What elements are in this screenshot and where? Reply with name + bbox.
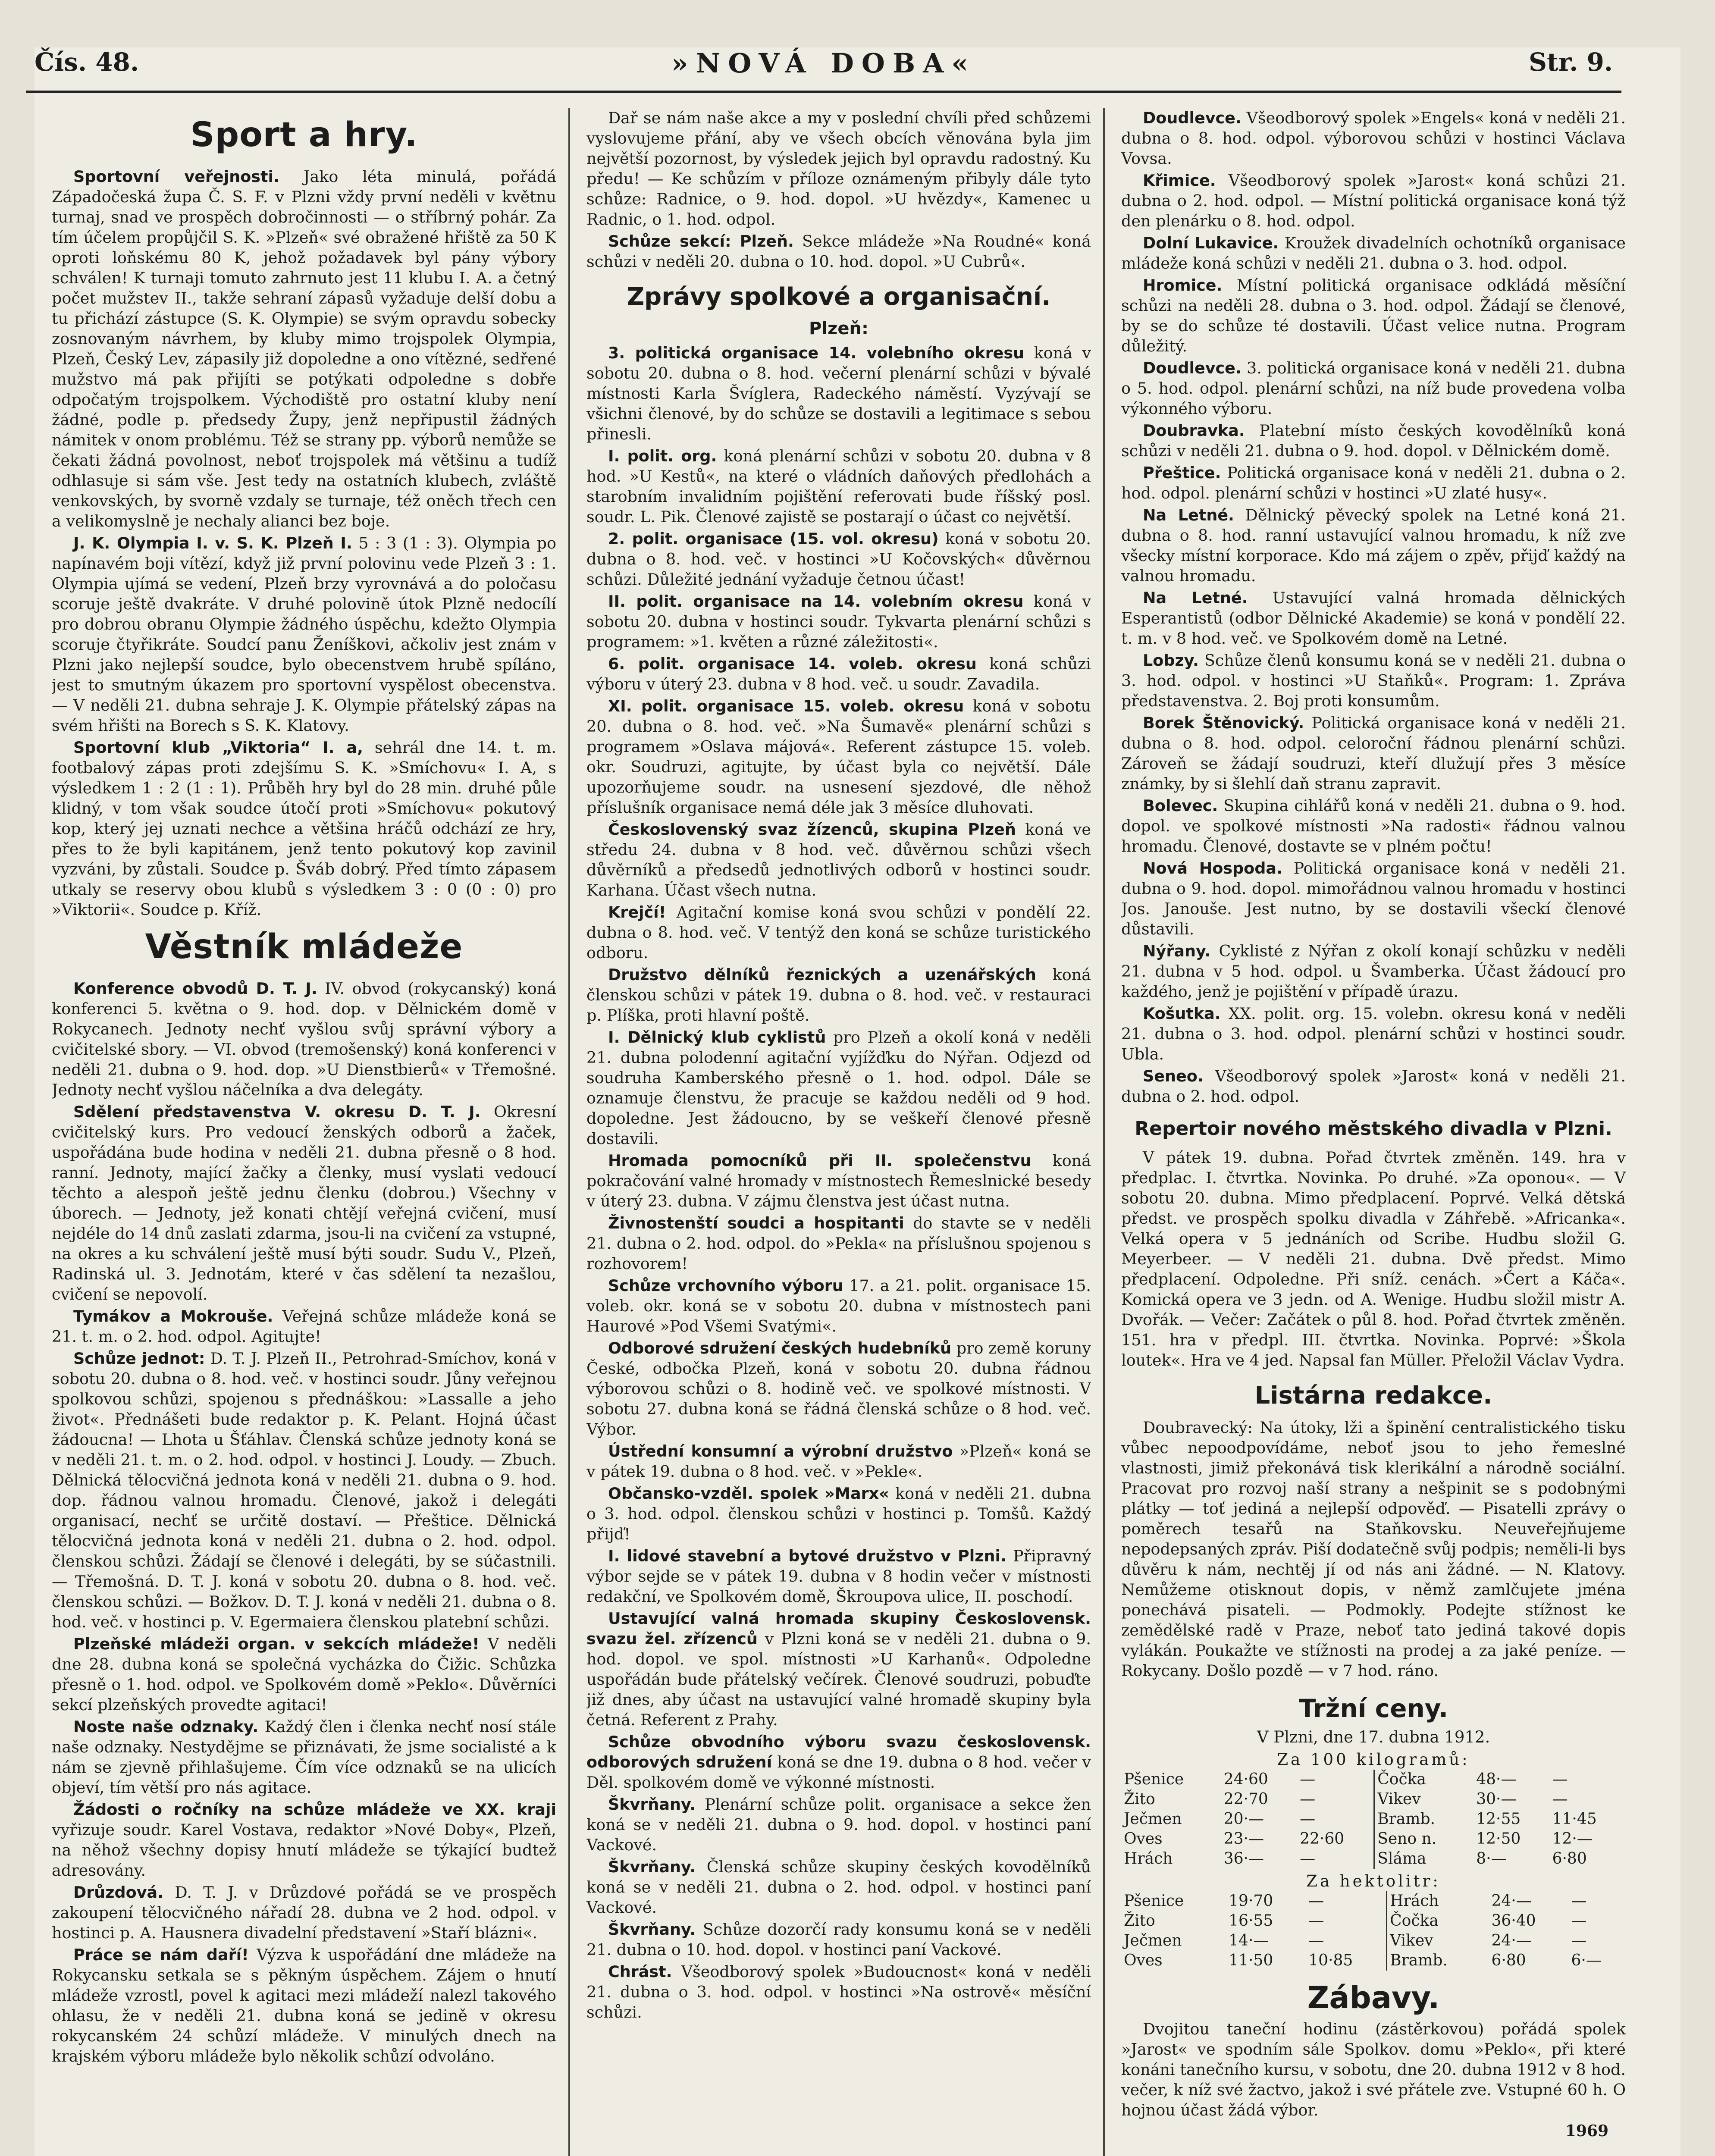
article-text: pro země koruny České, odbočka Plzeň, koná v sobotu 20. dubna řádnou výborovou schůzi o 8. hodině več. ve spolkové místnosti. V sobotu 27. dubna koná se řádná členská schůze o 8 hod. več. Výbor. (586, 1339, 1091, 1438)
page-number: Str. 9. (1529, 47, 1613, 77)
market-unit-kg: Za 100 kilogramů: (1277, 1750, 1470, 1769)
article (586, 819, 1091, 900)
column-divider (568, 108, 570, 2156)
article-lead: Borek Štěnovický. (1143, 714, 1304, 732)
article (586, 343, 1091, 444)
article (586, 1338, 1091, 1439)
article (586, 1483, 1091, 1544)
article-lead: 3. politická organisace 14. volebního okresu (608, 344, 1025, 362)
entertainment-title: Zábavy. (1307, 1980, 1440, 2015)
editorial-letters-text: Doubravecký: Na útoky, lži a špinění centralistického tisku vůbec nepoodpovídáme, neboť jsou to jeho řemeslné vlastnosti, jimiž překonává tisk klerikální a národně sociální. Pracovat pro rozvoj naší strany a nešpinit se s podobnými plátky — toť jediná a nejlepší odpověď. — Pisatelli zprávy o poměrech tesařů na Staňkovsku. Neuveřejňujeme nepodepsaných zpráv. Piší dodatečně svůj podpis; neměli-li bys důvěru k nám, nechtěj jí od nás ani žádné. — N. Klatovy. Nemůžeme otisknout dopis, v němž zamlčujete jména ponechává pisateli. — Podmokly. Podejte stížnost ke zemědělské radě v Praze, neboť tato jediná takové dopis vylákán. Poukažte ve stížnosti na prodej a za jaké peníze. — Rokycany. Došlo pozdě — v 7 hod. ráno. (1121, 1418, 1626, 1680)
market-cell: Vikev (1377, 1790, 1421, 1808)
article-text: Jako léta minulá, pořádá Západočeská župa Č. S. F. v Plzni vždy první neděli v květnu turnaj, snad ve prospěch dobročinnosti — o stříbrný pohár. Za tím účelem propůjčil S. K. »Plzeň« své obražené hřiště za 50 K oproti loňskému 80 K, jehož požadavek byl pány výbory schválen! K turnaji tomuto zahrnuto jest 11 klubu I. A. a četný počet mužstev II., takže sehraní zápasů vyžaduje delší dobu a tu přichází zástupce (S. K. Olympie) se svým opravdu sobecky zosnovaným návrhem, by kluby mimo trojspolek Olympia, Plzeň, Český Lev, zápasily již dopoledne a ono vítězné, sedřené mužstvo má pak přijíti se potýkati odpoledne s dobře odpočatým trojspolkem. Východiště pro ostatní kluby není žádné, podle p. předsedy Župy, jenž nepřipustil žádných námitek v onom problému. Též se strany pp. výborů nemůže se čekati žádná povolnost, neboť trojspolek má většinu a tudíž odhlasuje si sám vše. Jest tedy na ostatních klubech, zvláště venkovských, by svorně vzdaly se turnaje, též oněch třech cen a velikomyslně je nechaly alianci bez boje. (52, 167, 556, 530)
article-text: Schůze členů konsumu koná se v neděli 21. dubna o 3. hod. odpol. v hostinci »U Staňků«. Program: 1. Zpráva představenstva. 2. Boj proti konsumům. (1121, 651, 1626, 710)
article-text: koná se dne 19. dubna o 8 hod. večer v Děl. spolkovém domě ve výkonné místnosti. (586, 1753, 1091, 1792)
market-row (1121, 1951, 1626, 1971)
article-lead: Ustavující valná hromada skupiny Československ. svazu žel. zřízenců (586, 1609, 1091, 1648)
article-lead: Hromice. (1143, 276, 1223, 295)
article (1121, 275, 1626, 356)
article (586, 902, 1091, 963)
market-cell: 12·— (1552, 1830, 1593, 1848)
market-cell: Ječmen (1124, 1932, 1182, 1949)
repertoire-title: Repertoir nového městského divadla v Plzni. (1135, 1118, 1612, 1140)
article-text: koná v sobotu 20. dubna o 8. hod. več. v hostinci »U Kočovských« důvěrnou schůzi. Důležité jednání vyžaduje četnou účast! (586, 530, 1091, 589)
article (52, 1634, 556, 1715)
article-text: Místní politická organisace odkládá měsíční schůzi na neděli 28. dubna o 3. hod. odpol. Žádají se členové, by se do schůze té dostavili. Účast velice nutna. Program důležitý. (1121, 276, 1626, 355)
article-lead: Schůze jednot: (73, 1349, 205, 1368)
article-lead: Doudlevce. (1143, 359, 1242, 377)
market-row (1121, 1891, 1626, 1911)
article-lead: Krejčí! (608, 903, 666, 921)
article-lead: Schůze sekcí: Plzeň. (608, 232, 794, 251)
article-lead: Doubravka. (1143, 421, 1245, 440)
market-cell: 36·— (1223, 1850, 1264, 1868)
article-text: Kroužek divadelních ochotníků organisace mládeže koná schůzi v neděli 21. dubna o 3. hod. odpol. (1121, 234, 1626, 273)
article (52, 166, 556, 531)
article-lead: Práce se nám daří! (73, 1946, 249, 1964)
article (1121, 588, 1626, 649)
club-news-title: Zprávy spolkové a organisační. (627, 283, 1051, 311)
article-text: koná pokračování valné hromady v místnostech Řemeslnické besedy v úterý 23. dubna. V zájmu členstva jest účast nutna. (586, 1151, 1091, 1210)
market-cell: — (1552, 1790, 1568, 1808)
article (586, 591, 1091, 652)
issue-number: Čís. 48. (34, 47, 139, 77)
sport-articles (52, 166, 556, 920)
intro-paragraph: Dař se nám naše akce a my v poslední chvíli před schůzemi vyslovujeme přání, aby ve všech obcích věnována byla jim největší pozornost, by výsledek jejich byl opravdu radostný. Ku předu! — Ke schůzím v příloze oznámeným přibyly dále tyto schůze: Radnice, o 9. hod. dopol. »U hvězdy«, Kamenec u Radnic, o 1. hod. odpol. (586, 109, 1091, 229)
market-row (1121, 1931, 1626, 1951)
youth-articles (52, 978, 556, 2066)
market-cell: 22·60 (1297, 1829, 1374, 1849)
market-cell: — (1297, 1789, 1374, 1809)
market-cell: Vikev (1390, 1932, 1433, 1949)
market-row (1121, 1911, 1626, 1931)
market-cell: Oves (1124, 1952, 1163, 1969)
market-cell: Žito (1124, 1912, 1155, 1930)
article (586, 1441, 1091, 1482)
market-row (1121, 1809, 1626, 1829)
article-text: Veřejná schůze mládeže koná se 21. t. m. o 2. hod. odpol. Agitujte! (52, 1307, 556, 1346)
sport-title: Sport a hry. (190, 116, 418, 154)
article-lead: I. polit. org. (608, 447, 717, 465)
article (52, 978, 556, 1100)
article-lead: Přeštice. (1143, 464, 1221, 482)
intro-paragraph-2 (586, 231, 1091, 272)
market-cell: 24·— (1491, 1892, 1532, 1910)
article-text: Cyklisté z Nýřan z okolí konají schůzku v neděli 21. dubna v 5 hod. odpol. u Švamberka. Účast žádoucí pro každého, jenž je pojištění v případě úrazu. (1121, 942, 1626, 1001)
column-right (1121, 108, 1626, 2156)
article-text: 3. politická organisace koná v neděli 21. dubna o 5. hod. odpol. plenární schůzi, na níž bude provedena volba výkonného výboru. (1121, 359, 1626, 418)
article-text: koná ve středu 24. dubna v 8 hod. več. důvěrnou schůzi všech důvěrníků a předsedů jednotlivých odborů v hostinci soudr. Karhana. Účast všech nutna. (586, 820, 1091, 899)
article (1121, 650, 1626, 711)
market-cell: Pšenice (1124, 1892, 1184, 1910)
article (586, 965, 1091, 1025)
article-text: Politická organisace koná v neděli 21. dubna o 9. hod. dopol. mimořádnou valnou hromadu v hostinci Jos. Janouše. Jest nutno, by se dostavili všeckí členové důstavili. (1121, 859, 1626, 938)
article-text: do stavte se v neděli 21. dubna o 2. hod. odpol. do »Pekla« na příslušnou spojenou s rozhovorem! (586, 1214, 1091, 1273)
column-middle (586, 108, 1091, 2156)
article (52, 1717, 556, 1798)
article-lead: 6. polit. organisace 14. voleb. okresu (608, 655, 977, 673)
article-text: vyřizuje soudr. Karel Vostava, redaktor »Nové Doby«, Plzeň, na něhož všechny dopisy hnutí mládeže se týkající budtež adresovány. (52, 1821, 556, 1880)
article (586, 1919, 1091, 1960)
article-lead: Sportovní veřejnosti. (73, 167, 279, 186)
article-text: koná plenární schůzi v sobotu 20. dubna v 8 hod. »U Kestů«, na které o vládních daňových předlohách a starobním invalidním pojištění referovati bude říšský posl. soudr. L. Pik. Členové zajistě se postarají o účast co největší. (586, 447, 1091, 526)
article (1121, 358, 1626, 419)
article-text: Všeodborový spolek »Budoucnost« koná v neděli 21. dubna o 3. hod. odpol. v hostinci »Na ostrově« měsíční schůzi. (586, 1962, 1091, 2021)
article (586, 446, 1091, 527)
market-cell: 6·80 (1491, 1952, 1526, 1969)
article-text: Plenární schůze polit. organisace a sekce žen koná se v neděli 21. dubna o 9. hod. dopol. v hostinci paní Vackové. (586, 1795, 1091, 1854)
market-cell: 14·— (1229, 1932, 1269, 1949)
editorial-letters-title: Listárna redakce. (1254, 1382, 1492, 1410)
article-text: Sekce mládeže »Na Roudné« koná schůzi v neděli 20. dubna o 10. hod. dopol. »U Cubrů«. (586, 232, 1091, 271)
notice-number: 1969 (1565, 2122, 1608, 2140)
youth-title: Věstník mládeže (145, 928, 463, 966)
article-lead: Drůzdová. (73, 1883, 164, 1902)
market-cell: 22·70 (1223, 1790, 1268, 1808)
article (586, 696, 1091, 818)
place-heading: Plzeň: (809, 319, 868, 338)
article-lead: Družstvo dělníků řeznických a uzenářských (608, 965, 1037, 984)
article-text: »Plzeň« koná se v pátek 19. dubna o 8 hod. več. v »Pekle«. (586, 1442, 1091, 1481)
article (1121, 858, 1626, 939)
article-lead: Hromada pomocníků při II. společenstvu (608, 1151, 1032, 1170)
market-date: V Plzni, dne 17. dubna 1912. (1257, 1728, 1490, 1746)
market-cell: — (1571, 1892, 1587, 1910)
market-row (1121, 1829, 1626, 1849)
entertainment-text: Dvojitou taneční hodinu (zástěrkovou) pořádá spolek »Jarost« ve spodním sále Spolkov. domu »Peklo«, při které konáni tanečního kursu, v sobotu, dne 20. dubna 1912 v 8 hod. večer, k níž své žactvo, jakož i své přátele zve. Vstupné 60 h. O hojnou účast žádá výbor. (1121, 2020, 1626, 2119)
article (586, 1608, 1091, 1730)
article-lead: Nýřany. (1143, 942, 1211, 960)
article-lead: Občansko-vzděl. spolek »Marx« (608, 1484, 889, 1503)
article-lead: Československý svaz žízenců, skupina Plzeň (608, 820, 1016, 839)
market-cell: 36·40 (1491, 1912, 1536, 1930)
article-lead: Konference obvodů D. T. J. (73, 979, 317, 998)
article-text: Všeodborový spolek »Engels« koná v neděli 21. dubna o 8. hod. odpol. výborovou schůzi v hostinci Václava Vovsa. (1121, 109, 1626, 168)
article-text: 5 : 3 (1 : 3). Olympia po napínavém boji vítězí, když již první polovinu vede Plzeň 3 : 1. Olympia ujímá se vedení, Plzeň brzy vyrovnává a do poločasu scoruje ještě dvakráte. V druhé polovině útok Plzně nedocílí pro dobrou obranu Olympie žádného úspěchu, kdežto Olympia scoruje čtyřikráte. Soudcí panu Ženíškovi, ačkoliv jest znám v Plzni jako nejlepší soudce, bylo obecenstvem hrubě spíláno, jest to smutným úkazem pro sportovní vyspělost obecenstva. — V neděli 21. dubna sehraje J. K. Olympie přátelský zápas na svém hřišti na Borech s S. K. Klatovy. (52, 534, 556, 735)
article-text: Agitační komise koná svou schůzi v pondělí 22. dubna o 8. hod. več. V tentýž den koná se schůze turistického odboru. (586, 903, 1091, 962)
article-text: koná schůzi výboru v úterý 23. dubna v 8 hod. več. u soudr. Zavadila. (586, 655, 1091, 693)
market-cell: — (1306, 1911, 1386, 1931)
article-lead: Tymákov a Mokrouše. (73, 1307, 273, 1326)
market-row (1121, 1849, 1626, 1869)
market-cell: 24·— (1491, 1932, 1532, 1949)
market-cell: Sláma (1377, 1850, 1427, 1868)
market-prices-title: Tržní ceny. (1298, 1694, 1449, 1723)
article-lead: Škvrňany. (608, 1858, 696, 1876)
article (586, 1150, 1091, 1211)
masthead: »NOVÁ DOBA« (671, 47, 976, 79)
article (1121, 941, 1626, 1002)
market-cell: 11·45 (1552, 1810, 1597, 1828)
market-cell: Čočka (1377, 1771, 1426, 1788)
market-table-hl (1121, 1891, 1626, 1971)
market-cell: — (1297, 1770, 1374, 1789)
article (586, 1962, 1091, 2022)
article-text: Připravný výbor sejde se v pátek 19. dubna v 8 hodin večer v místnosti redakční, ve Spolkovém domě, Škroupova ulice, II. poschodí. (586, 1547, 1091, 1606)
article-text: Platební místo českých kovodělníků koná schůzi v neděli 21. dubna o 9. hod. dopol. v Dělnickém domě. (1121, 421, 1626, 460)
article-lead: Sdělení představenstva V. okresu D. T. J. (73, 1103, 481, 1121)
market-cell: Seno n. (1377, 1830, 1437, 1848)
article-text: Ustavující valná hromada dělnických Esperantistů (odbor Dělnické Akademie) se koná v pondělí 22. t. m. v 8 hod. več. ve Spolkovém domě na Letné. (1121, 589, 1626, 648)
article (52, 1102, 556, 1304)
article-lead: 2. polit. organisace (15. vol. okresu) (608, 530, 939, 548)
article-text: IV. obvod (rokycanský) koná konferenci 5. května o 9. hod. dop. v Dělnickém domě v Rokycanech. Jednoty nechť vyšlou svůj správní výbory a cvičitelské sbory. — VI. obvod (tremošenský) koná konferenci v neděli 21. dubna o 9. hod. dop. »U Dienstbierů« v Třemošné. Jednoty nechť vyšlou náčelníka a dva delegáty. (52, 979, 556, 1099)
article-lead: Sportovní klub „Viktoria“ I. a, (73, 738, 363, 757)
market-cell: — (1306, 1931, 1386, 1951)
article-text: pro Plzeň a okolí koná v neděli 21. dubna polodenní agitační vyjížďku do Nýřan. Odjezd od soudruha Kamberského přesně o 1. hod. odpol. Dále se oznamuje členstvu, že pracuje se každou neděli od 9 hod. dopoledne. Jest žádoucno, by se veškeří členové přesně dostavili. (586, 1028, 1091, 1148)
article (1121, 108, 1626, 169)
column-divider (1103, 108, 1105, 2156)
market-cell: Čočka (1390, 1912, 1439, 1930)
article (52, 1945, 556, 2066)
article-lead: J. K. Olympia I. v. S. K. Plzeň I. (73, 534, 352, 552)
market-cell: 10·85 (1306, 1951, 1386, 1971)
article (586, 1546, 1091, 1607)
article-text: V neděli dne 28. dubna koná se společná vycházka do Čižic. Schůzka přesně o 1. hod. odpol. ve Spolkovém domě »Peklo«. Důvěrníci sekcí plzeňských provedte agitaci! (52, 1635, 556, 1714)
article-text: Všeodborový spolek »Jarost« koná v neděli 21. dubna o 2. hod. odpol. (1121, 1067, 1626, 1106)
market-cell: 6·80 (1552, 1850, 1587, 1868)
market-cell: — (1571, 1912, 1587, 1930)
article (1121, 463, 1626, 503)
article (52, 533, 556, 736)
market-cell: Oves (1124, 1830, 1163, 1848)
market-cell: Pšenice (1124, 1771, 1184, 1788)
market-cell: 11·50 (1229, 1952, 1273, 1969)
article-text: koná členskou schůzi v pátek 19. dubna o 8. hod. več. v restauraci p. Plíška, proti hlavní poště. (586, 965, 1091, 1025)
market-cell: — (1571, 1932, 1587, 1949)
market-cell: 30·— (1476, 1790, 1517, 1808)
page-header (26, 43, 1621, 93)
article-lead: Škvrňany. (608, 1920, 696, 1939)
market-cell: Ječmen (1124, 1810, 1182, 1828)
article (586, 1732, 1091, 1792)
market-cell: 20·— (1223, 1810, 1264, 1828)
market-row (1121, 1789, 1626, 1809)
article (1121, 1066, 1626, 1106)
article-lead: Žádosti o ročníky na schůze mládeže ve XX. kraji (73, 1800, 556, 1819)
market-cell: 23·— (1223, 1830, 1264, 1848)
article (1121, 796, 1626, 856)
club-news-articles (586, 343, 1091, 2022)
article (586, 1794, 1091, 1855)
market-cell: Hrách (1390, 1892, 1439, 1910)
article (586, 529, 1091, 589)
article-text: 17. a 21. polit. organisace 15. voleb. okr. koná se v sobotu 20. dubna v místnostech pani Haurové »Pod Všemi Svatými«. (586, 1276, 1091, 1335)
repertoire-text: V pátek 19. dubna. Pořad čtvrtek změněn. 149. hra v předplac. I. čtvrtka. Novinka. Po druhé. »Za oponou«. — V sobotu 20. dubna. Mimo předplacení. Poprvé. Velká dětská předst. ve prospěch spolku divadla v Záhřebě. »Africanka«. Velká opera v 5 jednáních od Scribe. Hudbu složil G. Meyerbeer. — V neděli 21. dubna. Dvě předst. Mimo předplacení. Odpoledne. Při sníž. cenách. »Čert a Káča«. Komická opera ve 3 jedn. od A. Wenige. Hudbu složil mistr A. Dvořák. — Večer: Začátek o půl 8. hod. Pořad čtvrtek změněn. 151. hra v předpl. III. čtvrtka. Novinka. Poprvé: »Škola loutek«. Hra ve 4 jed. Napsal fan Müller. Přeložil Václav Vydra. (1121, 1148, 1626, 1369)
article-lead: Schůze obvodního výboru svazu československ. odborových sdružení (586, 1733, 1091, 1771)
article-text: Okresní cvičitelský kurs. Pro vedoucí ženských odborů a žaček, uspořádána bude hodina v neděli 21. dubna přesně o 8 hod. ranní. Jednoty, mající žačky a členky, musí vyslati vedoucí těchto a alespoň ještě jednu členku (dobrou.) Všechny v úborech. — Jednoty, jež konati chtějí veřejná cvičení, musí nejdéle do 14 dnů zaslati zdarma, jsou-li na cvičení za vstupné, na okres a ku schválení ještě musí býti soudr. Sudu V., Plzeň, Radinská ul. 3. Jednotám, které v čas sdělení ta nezašlou, cvičení se nepovolí. (52, 1103, 556, 1304)
article-text: koná v sobotu 20. dubna o 8. hod. večerní plenární schůzi v bývalé místnosti Karla Švíglera, Radeckého náměstí. Vyzývají se všichni členové, by do schůze se dostavili a legitimace s sebou přinesli. (586, 344, 1091, 443)
article (52, 1348, 556, 1632)
market-cell: 12·50 (1476, 1830, 1521, 1848)
market-cell: Hrách (1124, 1850, 1173, 1868)
local-news-articles (1121, 108, 1626, 1106)
article-lead: II. polit. organisace na 14. volebním okresu (608, 592, 1024, 611)
article (1121, 420, 1626, 461)
article-lead: Na Letné. (1143, 506, 1234, 524)
article (52, 737, 556, 920)
market-row (1121, 1770, 1626, 1789)
article-lead: Odborové sdružení českých hudebníků (608, 1339, 952, 1357)
article-lead: Lobzy. (1143, 651, 1199, 670)
article-text: Politická organisace koná v neděli 21. dubna o 8. hod. odpol. celoroční řádnou plenární schůzi. Zároveň se žádají soudruzi, kteří dlužují přes 3 měsíce známky, by si šlehlí daň stranu zapravit. (1121, 714, 1626, 793)
market-cell: 8·— (1476, 1850, 1507, 1868)
article (586, 1857, 1091, 1918)
article (1121, 1003, 1626, 1064)
article-text: D. T. J. Plzeň II., Petrohrad-Smíchov, koná v sobotu 20. dubna o 8. hod. več. v hostinci soudr. Jůny veřejnou spolkovou schůzi, spojenou s přednáškou: »Lassalle a jeho život«. Přednášeti bude redaktor p. K. Pelant. Hojná účast žádoucna! — Lhota u Šťáhlav. Členská schůze jednoty koná se v neděli 21. t. m. o 2. hod. odpol. v hostinci J. Loudy. — Zbuch. Dělnická tělocvičná jednota koná v neděli 21. dubna o 9. hod. dop. řádnou valnou hromadu. Členové, jakož i delegáti organisací, nechť se určitě dostaví. — Přeštice. Dělnická tělocvičná jednota koná v neděli 21. dubna o 2. hod. odpol. členskou schůzi. Žádají se členové i delegáti, by se súčastnili. — Třemošná. D. T. J. koná v sobotu 20. dubna o 8. hod. več. členskou schůzi. — Božkov. D. T. J. koná v neděli 21. dubna o 8. hod. več. v hostinci p. V. Egermaiera členskou platební schůzi. (52, 1349, 556, 1631)
market-cell: 16·55 (1229, 1912, 1273, 1930)
market-table-kg (1121, 1770, 1626, 1869)
article-text: Každý člen i členka nechť nosí stále naše odznaky. Nestydějme se přiznávati, že jsme socialisté a k nám se zjevně přihlašujeme. Čím více odznaků se na ulicích objeví, tím větší pro nás agitace. (52, 1717, 556, 1797)
article-text: D. T. J. v Drůzdové pořádá se ve prospěch zakoupení tělocvičného nářadí 28. dubna ve 2 hod. odpol. v hostinci p. A. Hausnera divadelní představení »Staří blázni«. (52, 1883, 556, 1942)
article (52, 1799, 556, 1880)
article-lead: Dolní Lukavice. (1143, 234, 1279, 252)
market-cell: 24·60 (1223, 1771, 1268, 1788)
market-cell: 19·70 (1229, 1892, 1273, 1910)
article (52, 1882, 556, 1943)
article-lead: Škvrňany. (608, 1795, 696, 1814)
article (586, 1027, 1091, 1149)
article-text: XX. polit. org. 15. volebn. okresu koná v neděli 21. dubna o 3. hod. odpol. plenární schůzi v hostinci soudr. Ubla. (1121, 1004, 1626, 1063)
market-cell: Bramb. (1390, 1952, 1448, 1969)
article-text: Politická organisace koná v neděli 21. dubna o 2. hod. odpol. plenární schůzi v hostinci »U zlaté husy«. (1121, 464, 1626, 502)
article-text: koná v sobotu 20. dubna o 8. hod. več. »Na Šumavě« plenární schůzi s programem »Oslava májová«. Referent zástupce 15. voleb. okr. Soudruzi, agitujte, by účast byla co největší. Dále upozorňujeme soudr. na usnesení sjezdové, dle něhož příslušník organisace nemá déle jak 3 měsíce dluhovati. (586, 697, 1091, 817)
market-cell: Bramb. (1377, 1810, 1435, 1828)
market-cell: — (1297, 1849, 1374, 1869)
article-lead: Seneo. (1143, 1067, 1204, 1085)
article-lead: Plzeňské mládeži organ. v sekcích mládeže! (73, 1635, 480, 1653)
market-unit-hl: Za hektolitr: (1306, 1872, 1441, 1890)
market-cell: Žito (1124, 1790, 1155, 1808)
article (586, 1275, 1091, 1336)
article-lead: I. Dělnický klub cyklistů (608, 1028, 826, 1047)
article (1121, 233, 1626, 273)
article-lead: Křimice. (1143, 171, 1216, 190)
market-cell: — (1297, 1809, 1374, 1829)
article-text: Výzva k uspořádání dne mládeže na Rokycansku setkala se s pěkným úspěchem. Zájem o hnutí mládeže vzrostl, povel k agitaci mezi mládeží nalezl takového ohlasu, že v neděli 21. dubna koná se jedině v okresu rokycanském 24 schůzí mládeže. V minulých dnech na krajském výboru mládeže bylo několik schůzí odvoláno. (52, 1946, 556, 2065)
market-cell: 48·— (1476, 1771, 1517, 1788)
article (586, 654, 1091, 694)
market-cell: — (1552, 1771, 1568, 1788)
article-text: Schůze dozorčí rady konsumu koná se v neděli 21. dubna o 10. hod. dopol. v hostinci paní Vackové. (586, 1920, 1091, 1959)
market-cell: 6·— (1571, 1952, 1602, 1969)
article-lead: Živnostenští soudci a hospitanti (608, 1214, 904, 1232)
article (52, 1306, 556, 1347)
article-lead: Schůze vrchovního výboru (608, 1276, 843, 1295)
article-text: Členská schůze skupiny českých kovodělníků koná se v neděli 21. dubna o 2. hod. odpol. v hostinci paní Vackové. (586, 1858, 1091, 1917)
article-text: Dělnický pěvecký spolek na Letné koná 21. dubna o 8. hod. ranní ustavující valnou hromadu, k níž zve všecky místní korporace. Kdo má zájem o zpěv, přijď každý na valnou hromadu. (1121, 506, 1626, 585)
article-text: v Plzni koná se v neděli 21. dubna o 9. hod. dopol. ve spol. místnosti »U Karhanů«. Odpoledne uspořádán bude přátelský večírek. Členové soudruzi, pobuďte již dnes, aby účast na ustavující valné hromadě skupiny byla četná. Referent z Prahy. (586, 1630, 1091, 1729)
article-text: Skupina cihlářů koná v neděli 21. dubna o 9. hod. dopol. ve spolkové místnosti »Na radosti« řádnou valnou hromadu. Členové, dostavte se v plném počtu! (1121, 796, 1626, 856)
article (1121, 170, 1626, 231)
article-lead: Chrást. (608, 1962, 672, 1981)
article-lead: Košutka. (1143, 1004, 1221, 1023)
article-lead: I. lidové stavební a bytové družstvo v Plzni. (608, 1547, 1006, 1565)
market-cell: 12·55 (1476, 1810, 1521, 1828)
article (1121, 713, 1626, 794)
article-text: Všeodborový spolek »Jarost« koná schůzi 21. dubna o 2. hod. odpol. — Místní politická organisace koná týž den plenárku o 8. hod. odpol. (1121, 171, 1626, 230)
column-left (52, 108, 556, 2156)
article-lead: XI. polit. organisace 15. voleb. okresu (608, 697, 964, 715)
article-lead: Ústřední konsumní a výrobní družstvo (608, 1442, 953, 1460)
article-lead: Bolevec. (1143, 796, 1218, 815)
article (586, 1213, 1091, 1274)
market-cell: — (1306, 1891, 1386, 1911)
article-text: koná v neděli 21. dubna o 3. hod. odpol. členskou schůzi v hostinci p. Tomšů. Každý přijď! (586, 1484, 1091, 1543)
article-text: sehrál dne 14. t. m. footbalový zápas proti zdejšímu S. K. »Smíchovu« I. A, s výsledkem 1 : 2 (1 : 1). Průběh hry byl do 28 min. druhé půle klidný, v tom však soudce útočí proti »Smíchovu« pokutový kop, který jej uznati nechce a většina hráčů odchází ze hry, přes to že byli kapitánem, jenž tento pokutový kop zavinil vyzváni, by zůstali. Soudce p. Šváb dobrý. Před tímto zápasem utkaly se reservy obou klubů s výsledkem 3 : 0 (0 : 0) pro »Viktorii«. Soudce p. Kříž. (52, 738, 556, 919)
article-lead: Noste naše odznaky. (73, 1717, 259, 1736)
article (1121, 505, 1626, 586)
article-lead: Nová Hospoda. (1143, 859, 1282, 877)
article-text: koná v sobotu 20. dubna v hostinci soudr. Tykvarta plenární schůzi s programem: »1. květen a různé záležitosti«. (586, 592, 1091, 651)
article-lead: Na Letné. (1143, 589, 1248, 607)
article-lead: Doudlevce. (1143, 109, 1242, 127)
